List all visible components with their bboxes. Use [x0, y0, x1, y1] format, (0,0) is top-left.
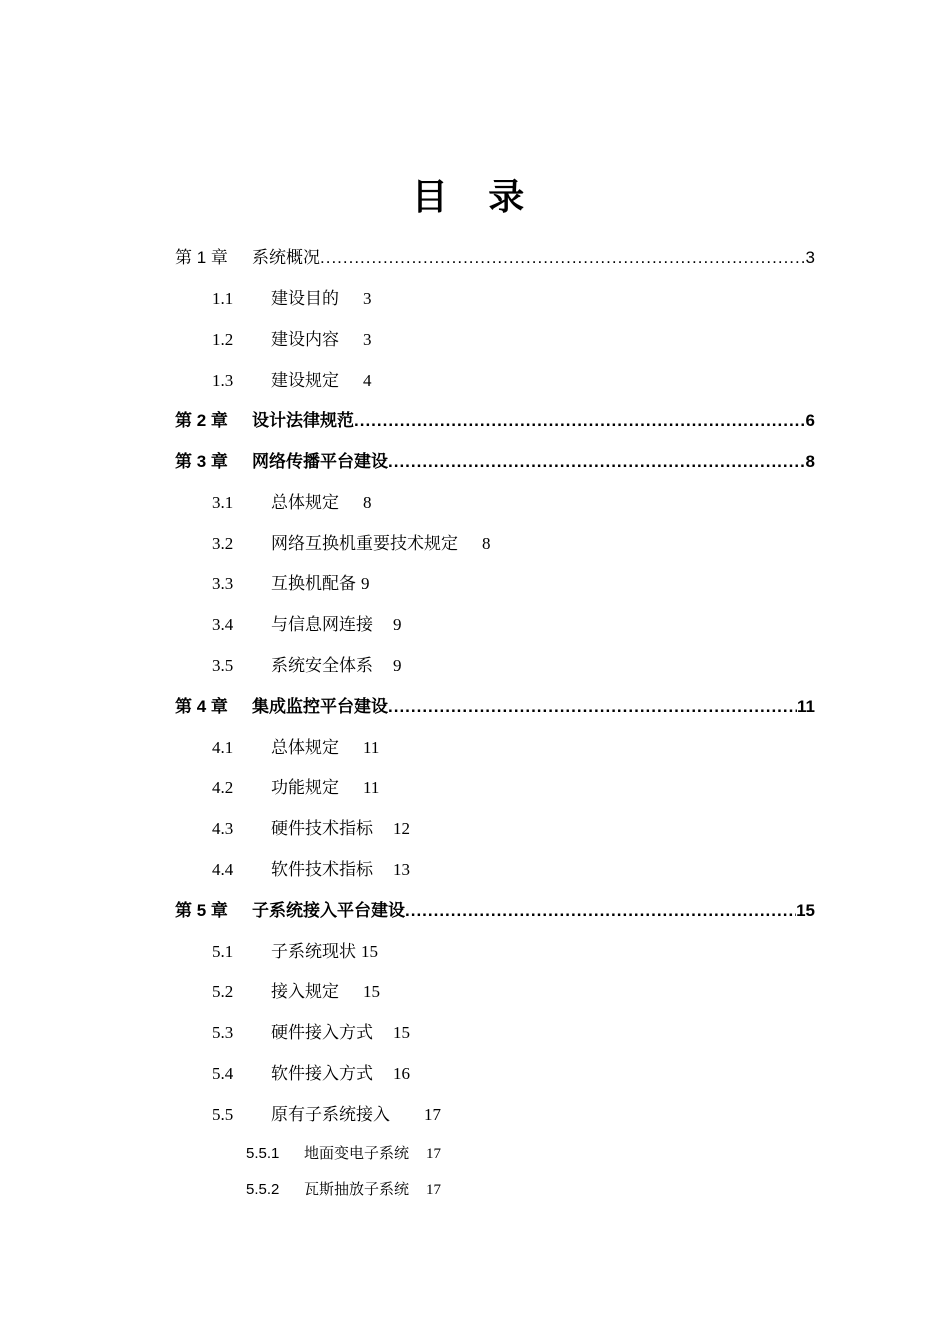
section-title: 互换机配备: [271, 574, 356, 593]
page-number: 8: [482, 534, 491, 553]
section-title: 地面变电子系统: [304, 1146, 410, 1162]
section-title: 与信息网连接: [271, 615, 373, 634]
section-title: 软件接入方式: [271, 1064, 373, 1083]
toc-section-5-5[interactable]: [212, 1103, 441, 1127]
section-title: 软件技术指标: [271, 860, 373, 879]
dot-leader: [354, 409, 806, 433]
chapter-title: 网络传播平台建设: [252, 452, 388, 471]
page-number: 9: [393, 615, 402, 634]
section-title: 瓦斯抽放子系统: [304, 1182, 410, 1198]
section-number: 1.2: [212, 330, 234, 349]
toc-chapter-4[interactable]: [175, 695, 815, 719]
toc-chapter-5[interactable]: [175, 899, 815, 923]
chapter-title: 集成监控平台建设: [252, 697, 388, 716]
toc-section-5-4[interactable]: [212, 1062, 410, 1086]
section-number: 5.4: [212, 1064, 234, 1083]
section-title: 建设目的: [271, 289, 339, 308]
section-number: 5.1: [212, 942, 234, 961]
toc-section-1-2[interactable]: [212, 328, 372, 352]
toc-section-4-1[interactable]: [212, 736, 379, 760]
section-title: 硬件技术指标: [271, 819, 373, 838]
chapter-number: 第 1 章: [175, 248, 228, 267]
section-title: 功能规定: [271, 778, 339, 797]
toc-section-4-4[interactable]: [212, 858, 410, 882]
page-number: 15: [393, 1023, 410, 1042]
toc-section-1-3[interactable]: [212, 369, 372, 393]
section-number: 5.5.2: [246, 1181, 280, 1198]
page-number: 17: [426, 1146, 442, 1162]
section-title: 总体规定: [271, 493, 339, 512]
section-number: 5.5.1: [246, 1145, 280, 1162]
chapter-number: 第 5 章: [175, 901, 228, 920]
page-number: 11: [363, 778, 380, 797]
page-number: 3: [363, 330, 372, 349]
chapter-number: 第 3 章: [175, 452, 228, 471]
section-title: 原有子系统接入: [271, 1105, 390, 1124]
section-title: 建设内容: [271, 330, 339, 349]
chapter-number: 第 2 章: [175, 411, 228, 430]
chapter-title: 系统概况: [252, 248, 320, 267]
section-title: 网络互换机重要技术规定: [271, 534, 458, 553]
toc-chapter-3[interactable]: [175, 450, 815, 474]
toc-section-4-2[interactable]: [212, 776, 379, 800]
page-number: 17: [424, 1105, 441, 1124]
toc-section-5-5-1[interactable]: [246, 1143, 441, 1165]
section-number: 3.4: [212, 615, 234, 634]
section-number: 3.3: [212, 574, 234, 593]
toc-section-3-4[interactable]: [212, 613, 402, 637]
page-number: 15: [363, 982, 380, 1001]
page-number: 9: [361, 574, 370, 593]
page-number: 8: [805, 452, 815, 471]
toc-chapter-1[interactable]: [175, 246, 815, 270]
section-number: 5.2: [212, 982, 234, 1001]
page-number: 3: [805, 248, 815, 267]
page-number: 15: [796, 901, 815, 920]
section-title: 系统安全体系: [271, 656, 373, 675]
section-number: 4.4: [212, 860, 234, 879]
section-number: 3.5: [212, 656, 234, 675]
page-number: 9: [393, 656, 402, 675]
page-number: 11: [363, 738, 380, 757]
page-number: 13: [393, 860, 410, 879]
toc-section-5-2[interactable]: [212, 980, 380, 1004]
section-number: 3.2: [212, 534, 234, 553]
chapter-title: 设计法律规范: [252, 411, 354, 430]
page-number: 15: [361, 942, 378, 961]
section-title: 总体规定: [271, 738, 339, 757]
toc-section-5-3[interactable]: [212, 1021, 410, 1045]
toc-section-3-3[interactable]: [212, 572, 370, 596]
section-number: 5.3: [212, 1023, 234, 1042]
section-title: 子系统现状: [271, 942, 356, 961]
section-title: 硬件接入方式: [271, 1023, 373, 1042]
section-number: 3.1: [212, 493, 234, 512]
section-title: 建设规定: [271, 371, 339, 390]
toc-chapter-2[interactable]: [175, 409, 815, 433]
page-number: 12: [393, 819, 410, 838]
page-number: 17: [426, 1182, 442, 1198]
page-number: 8: [363, 493, 372, 512]
section-number: 4.3: [212, 819, 234, 838]
dot-leader: [405, 899, 796, 923]
page-number: 3: [363, 289, 372, 308]
page-number: 4: [363, 371, 372, 390]
dot-leader: [388, 450, 806, 474]
page-title: 目 录: [411, 176, 539, 218]
toc-section-3-1[interactable]: [212, 491, 372, 515]
page-number: 6: [805, 411, 815, 430]
section-number: 4.1: [212, 738, 234, 757]
dot-leader: [320, 246, 806, 270]
page-number: 16: [393, 1064, 410, 1083]
section-title: 接入规定: [271, 982, 339, 1001]
section-number: 4.2: [212, 778, 234, 797]
toc-section-3-2[interactable]: [212, 532, 491, 556]
toc-section-5-5-2[interactable]: [246, 1179, 441, 1201]
section-number: 5.5: [212, 1105, 234, 1124]
section-number: 1.3: [212, 371, 234, 390]
dot-leader: [388, 695, 797, 719]
chapter-title: 子系统接入平台建设: [252, 901, 405, 920]
chapter-number: 第 4 章: [175, 697, 228, 716]
toc-section-3-5[interactable]: [212, 654, 402, 678]
section-number: 1.1: [212, 289, 234, 308]
toc-section-4-3[interactable]: [212, 817, 410, 841]
page-number: 11: [797, 697, 815, 716]
toc-section-1-1[interactable]: [212, 287, 372, 311]
toc-section-5-1[interactable]: [212, 940, 378, 964]
